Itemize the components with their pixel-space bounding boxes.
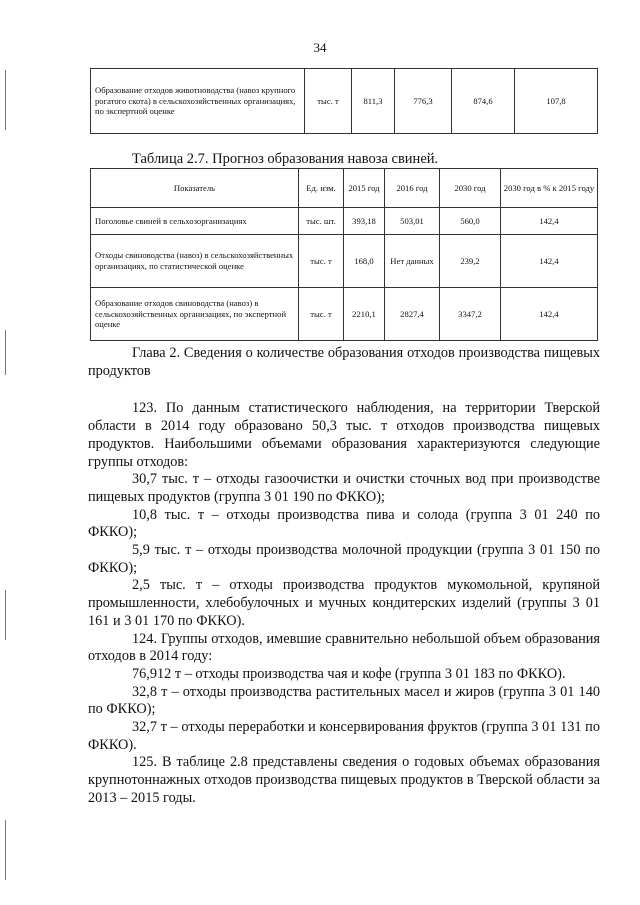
row-label: Поголовье свиней в сельхозорганизациях — [91, 208, 299, 235]
pig-manure-forecast-table — [90, 168, 598, 341]
table-caption: Таблица 2.7. Прогноз образования навоза свиней. — [132, 151, 439, 167]
paragraph: 76,912 т – отходы производства чая и кофе (группа 3 01 183 по ФККО). — [132, 665, 566, 682]
row-value-2015: 393,18 — [344, 208, 385, 235]
paragraph: 123. По данным статистического наблюдения, на территории Тверской области в 2014 году образовано 50,3 тыс. т отходов производства пищевых продуктов. Наибольшими объемами образования характеризуются следующие группы отходов: — [88, 400, 600, 470]
row-unit: тыс. т — [299, 235, 344, 288]
table-row — [91, 235, 598, 288]
row-label: Образование отходов свиноводства (навоз) в сельскохозяйственных организациях, по экспертной оценке — [91, 288, 299, 341]
header-2015: 2015 год — [344, 169, 385, 208]
paragraph: 124. Группы отходов, имевшие сравнительно небольшой объем образования отходов в 2014 году: — [88, 630, 600, 665]
scan-edge-mark — [5, 820, 6, 880]
table-row — [91, 69, 598, 134]
header-2016: 2016 год — [385, 169, 440, 208]
row-value-2015: 168,0 — [344, 235, 385, 288]
row-value-pct: 107,8 — [515, 69, 598, 134]
row-value-pct: 142,4 — [501, 235, 598, 288]
row-unit: тыс. т — [305, 69, 352, 134]
row-value-2016: 503,01 — [385, 208, 440, 235]
row-value-pct: 142,4 — [501, 288, 598, 341]
body-text — [88, 345, 600, 808]
row-value-2030: 874,6 — [452, 69, 515, 134]
header-unit: Ед. изм. — [299, 169, 344, 208]
paragraph: 32,7 т – отходы переработки и консервирования фруктов (группа 3 01 131 по ФККО). — [88, 719, 600, 753]
paragraph: 2,5 тыс. т – отходы производства продуктов мукомольной, крупяной промышленности, хлебобулочных и мучных кондитерских изделий (группы 3 01 161 и 3 01 170 по ФККО). — [88, 577, 600, 629]
scan-edge-mark — [5, 70, 6, 130]
table-header-row — [91, 169, 598, 208]
row-value-2030: 560,0 — [440, 208, 501, 235]
scan-edge-mark — [5, 330, 6, 375]
paragraph: 30,7 тыс. т – отходы газоочистки и очистки сточных вод при производстве пищевых продуктов (группа 3 01 190 по ФККО); — [88, 471, 600, 505]
row-value-2030: 3347,2 — [440, 288, 501, 341]
row-value-2030: 239,2 — [440, 235, 501, 288]
row-unit: тыс. шт. — [299, 208, 344, 235]
row-value-2015: 2210,1 — [344, 288, 385, 341]
table-row — [91, 288, 598, 341]
header-indicator: Показатель — [91, 169, 299, 208]
header-pct: 2030 год в % к 2015 году — [501, 169, 598, 208]
paragraph: 10,8 тыс. т – отходы производства пива и солода (группа 3 01 240 по ФККО); — [88, 506, 600, 541]
row-value-2016: Нет данных — [385, 235, 440, 288]
row-value-pct: 142,4 — [501, 208, 598, 235]
row-label: Образование отходов животноводства (навоз крупного рогатого скота) в сельскохозяйственных организациях, по экспертной оценке — [91, 69, 305, 134]
row-unit: тыс. т — [299, 288, 344, 341]
header-2030: 2030 год — [440, 169, 501, 208]
chapter-heading: Глава 2. Сведения о количестве образования отходов производства пищевых продуктов — [88, 345, 600, 379]
table-row — [91, 208, 598, 235]
row-value-2016: 776,3 — [395, 69, 452, 134]
row-label: Отходы свиноводства (навоз) в сельскохозяйственных организациях, по статистической оценке — [91, 235, 299, 288]
paragraph: 125. В таблице 2.8 представлены сведения о годовых объемах образования крупнотоннажных отходов производства пищевых продуктов в Тверской области за 2013 – 2015 годы. — [88, 754, 600, 806]
paragraph: 5,9 тыс. т – отходы производства молочной продукции (группа 3 01 150 по ФККО); — [88, 542, 600, 576]
row-value-2015: 811,3 — [352, 69, 395, 134]
scan-edge-mark — [5, 590, 6, 640]
row-value-2016: 2827,4 — [385, 288, 440, 341]
paragraph: 32,8 т – отходы производства растительных масел и жиров (группа 3 01 140 по ФККО); — [88, 683, 600, 718]
continued-table — [90, 68, 598, 134]
page-number: 34 — [313, 40, 327, 55]
